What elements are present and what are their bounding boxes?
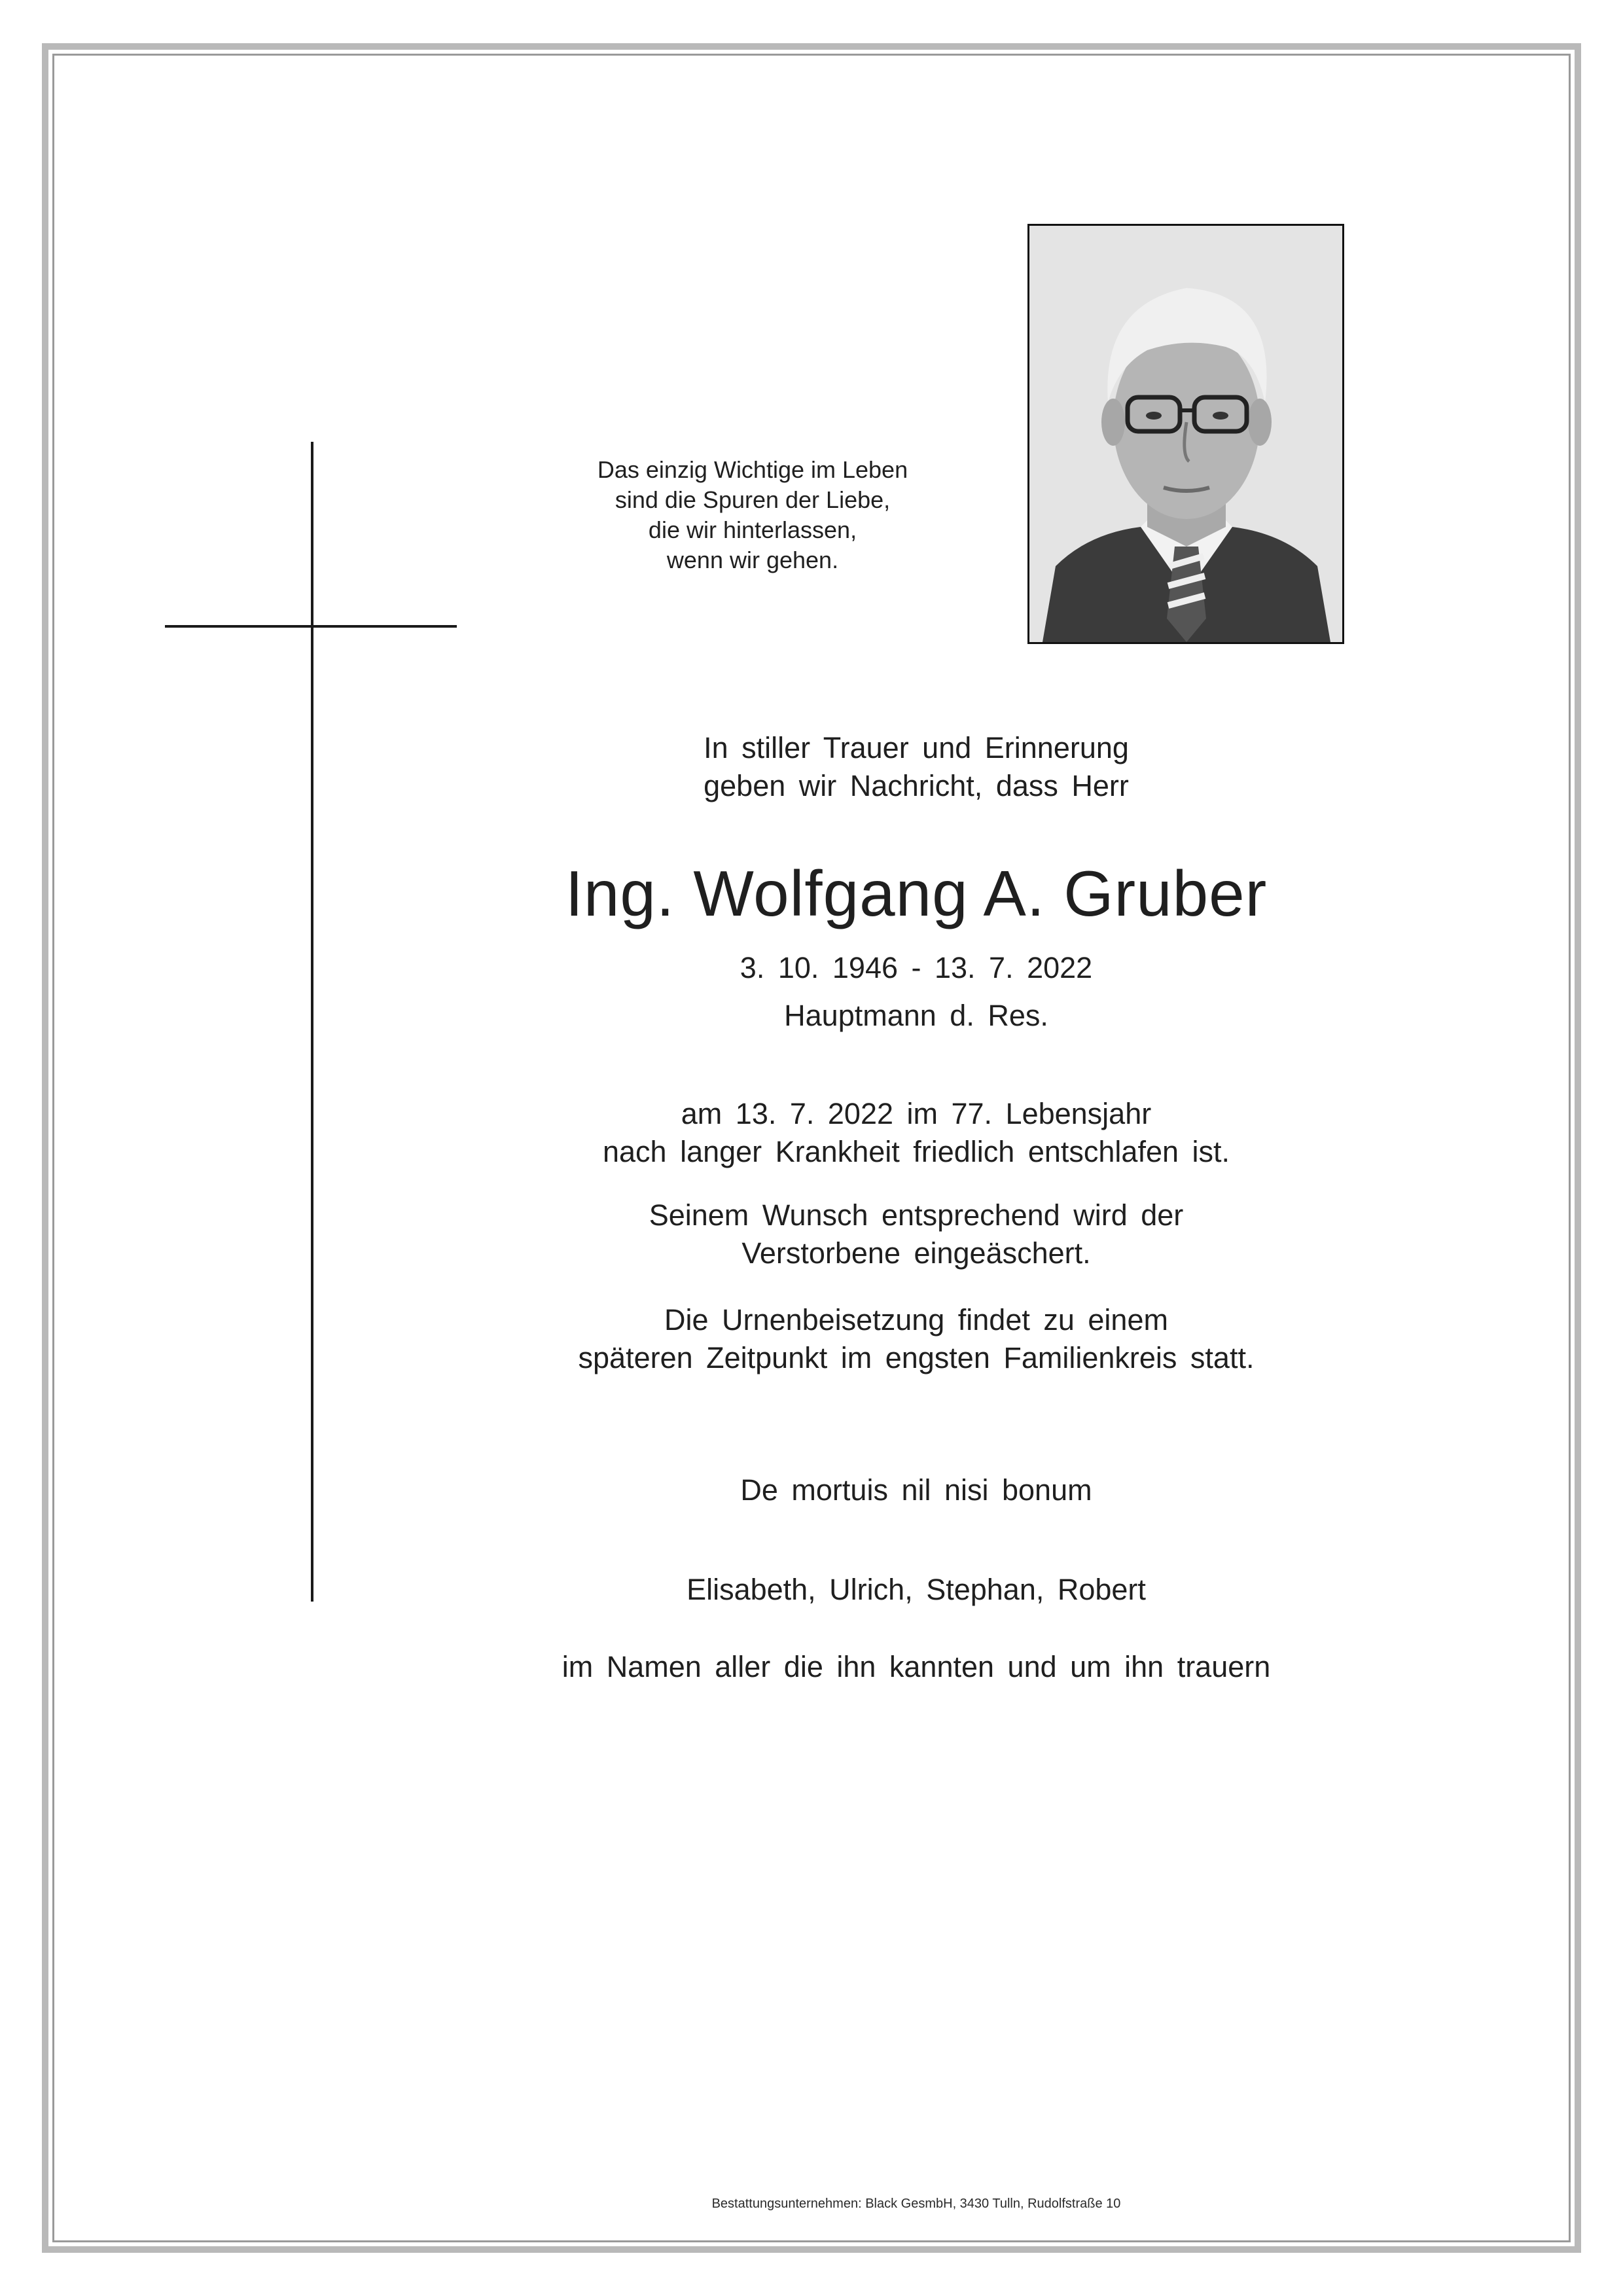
motto-line: Das einzig Wichtige im Leben (597, 456, 908, 483)
deceased-dates: 3. 10. 1946 - 13. 7. 2022 (740, 951, 1093, 984)
cross-icon-vertical-bar (311, 442, 313, 1602)
burial-line: späteren Zeitpunkt im engsten Familienkreis statt. (578, 1341, 1255, 1374)
deceased-name: Ing. Wolfgang A. Gruber (565, 857, 1268, 929)
intro-line: In stiller Trauer und Erinnerung (704, 731, 1129, 764)
death-notice (458, 1095, 1374, 1171)
cross-icon-horizontal-bar (165, 625, 457, 628)
portrait-illustration (1029, 226, 1342, 642)
death-notice-line: am 13. 7. 2022 im 77. Lebensjahr (681, 1097, 1152, 1130)
motto-line: sind die Spuren der Liebe, (615, 486, 891, 513)
motto-quote (497, 455, 1008, 575)
latin-phrase: De mortuis nil nisi bonum (740, 1473, 1092, 1507)
burial-line: Die Urnenbeisetzung findet zu einem (664, 1303, 1168, 1336)
cremation-notice (458, 1196, 1374, 1272)
cremation-line: Seinem Wunsch entsprechend wird der (649, 1198, 1184, 1232)
burial-notice (458, 1301, 1374, 1377)
motto-line: die wir hinterlassen, (648, 516, 857, 543)
funeral-home-footer: Bestattungsunternehmen: Black GesmbH, 3430 Tulln, Rudolfstraße 10 (711, 2197, 1121, 2211)
family-names: Elisabeth, Ulrich, Stephan, Robert (687, 1573, 1146, 1606)
intro-text (458, 729, 1374, 805)
deceased-title: Hauptmann d. Res. (784, 999, 1048, 1032)
closing-line: im Namen aller die ihn kannten und um ihn trauern (562, 1650, 1271, 1683)
cremation-line: Verstorbene eingeäschert. (741, 1236, 1091, 1270)
death-notice-line: nach langer Krankheit friedlich entschlafen ist. (602, 1135, 1230, 1168)
motto-line: wenn wir gehen. (666, 547, 839, 573)
intro-line: geben wir Nachricht, dass Herr (704, 769, 1129, 802)
portrait-photo (1027, 224, 1344, 644)
